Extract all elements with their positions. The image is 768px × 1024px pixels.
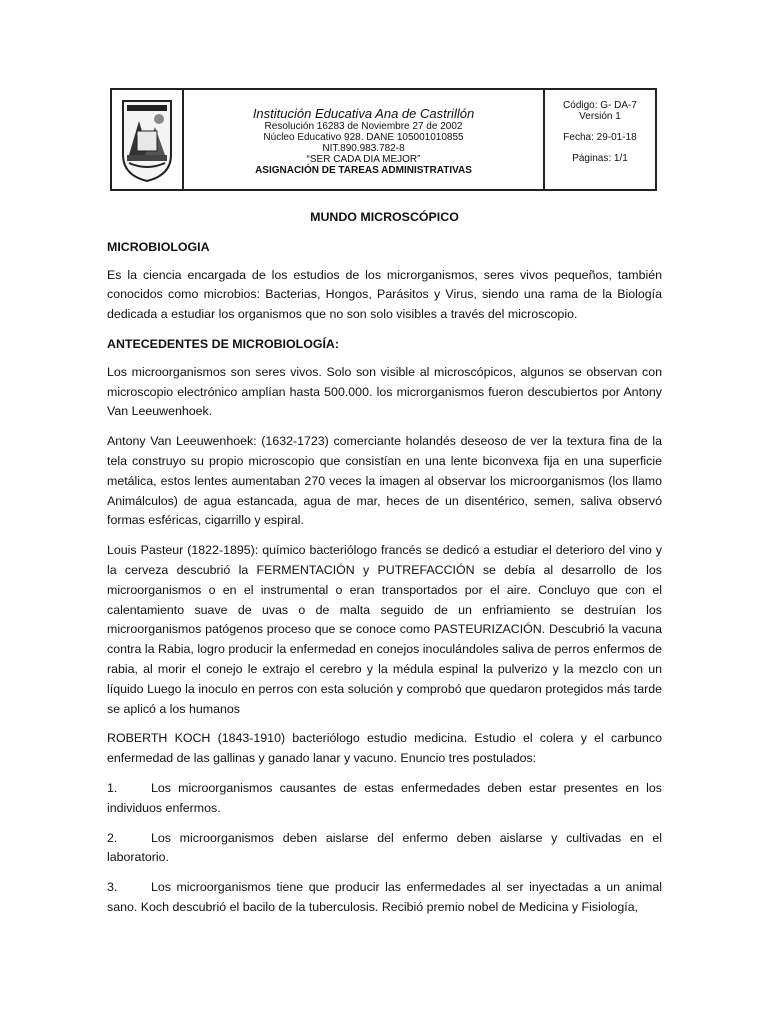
list-item-postulate-2 <box>107 829 662 869</box>
list-number: 1. <box>107 780 118 795</box>
nucleus-text: Núcleo Educativo 928. DANE 105001010855 <box>263 132 464 143</box>
nit-text: NIT.890.983.782-8 <box>322 143 405 154</box>
document-date: Fecha: 29-01-18 <box>563 132 637 143</box>
list-item-postulate-3 <box>107 878 662 918</box>
paragraph-leeuwenhoek: Antony Van Leeuwenhoek: (1632-1723) comerciante holandés deseoso de ver la textura fina de la tela construyo su propio microscopio que consistían en una lente biconvexa fija en una superficie metálica, estos lentes aumentaban 270 veces la imagen al observar los microorganismos (los llamo Animálculos) de agua estancada, agua de mar, heces de un disentérico, semen, saliva observó formas esféricas, cigarrillo y espiral. <box>107 434 662 528</box>
resolution-text: Resolución 16283 de Noviembre 27 de 2002 <box>264 121 463 132</box>
document-header <box>110 88 657 191</box>
paragraph-microbiologia: Es la ciencia encargada de los estudios de los microrganismos, seres vivos pequeños, también conocidos como microbios: Bacterias, Hongos, Parásitos y Virus, siendo una rama de la Biología dedicada a estudiar los organismos que no son solo visibles a través del microscopio. <box>107 267 662 322</box>
school-crest-icon <box>119 97 175 183</box>
document-meta <box>545 90 655 189</box>
paragraph-microorganismos: Los microorganismos son seres vivos. Solo son visible al microscópicos, algunos se observan con microscopio electrónico amplían hasta 500.000. los microrganismos fueron descubiertos por Antony Van Leeuwenhoek. <box>107 364 662 419</box>
document-body <box>107 200 662 928</box>
document-code: Código: G- DA-7 <box>563 100 637 111</box>
paragraph-pasteur: Louis Pasteur (1822-1895): químico bacteriólogo francés se dedicó a estudiar el deterioro del vino y la cerveza descubrió la FERMENTACIÓN y PUTREFACCIÓN se debía al desarrollo de los microorganismos o en el instrumental o eran transportados por el aire. Concluyo que con el calentamiento suave de uvas o de malta seguido de un enfriamiento se destruían los microorganismos patógenos proceso que se conoce como PASTEURIZACIÓN. Descubrió la vacuna contra la Rabia, logro producir la enfermedad en conejos inoculándoles saliva de perros enfermos de rabia, al morir el conejo le extrajo el cerebro y la médula espinal la pulverizo y la mezclo con un líquido Luego la inoculo en perros con esta solución y comprobó que quedaron protegidos más tarde se aplicó a los humanos <box>107 543 662 716</box>
document-type: ASIGNACIÓN DE TAREAS ADMINISTRATIVAS <box>255 165 472 176</box>
motto-text: “SER CADA DIA MEJOR” <box>306 154 421 165</box>
document-version: Versión 1 <box>579 111 621 122</box>
list-text: Los microorganismos tiene que producir las enfermedades al ser inyectadas a un animal sano. Koch descubrió el bacilo de la tuberculosis. Recibió premio nobel de Medicina y Fisiología, <box>107 880 662 914</box>
list-number: 3. <box>107 880 118 895</box>
section-heading-microbiologia: MICROBIOLOGIA <box>107 239 210 254</box>
institution-name: Institución Educativa Ana de Castrillón <box>252 106 475 121</box>
document-title: MUNDO MICROSCÓPICO <box>310 210 459 224</box>
institution-info <box>184 90 545 189</box>
list-text: Los microorganismos causantes de estas enfermedades deben estar presentes en los individuos enfermos. <box>107 780 662 815</box>
list-text: Los microorganismos deben aislarse del enfermo deben aislarse y cultivadas en el laboratorio. <box>107 830 662 865</box>
paragraph-koch: ROBERTH KOCH (1843-1910) bacteriólogo estudio medicina. Estudio el colera y el carbunco enfermedad de las gallinas y ganado lanar y vacuno. Enuncio tres postulados: <box>107 731 662 766</box>
list-item-postulate-1 <box>107 779 662 819</box>
section-heading-antecedentes: ANTECEDENTES DE MICROBIOLOGÍA: <box>107 336 339 351</box>
school-logo-cell <box>112 90 184 189</box>
document-pages: Páginas: 1/1 <box>572 153 628 164</box>
list-number: 2. <box>107 830 118 845</box>
